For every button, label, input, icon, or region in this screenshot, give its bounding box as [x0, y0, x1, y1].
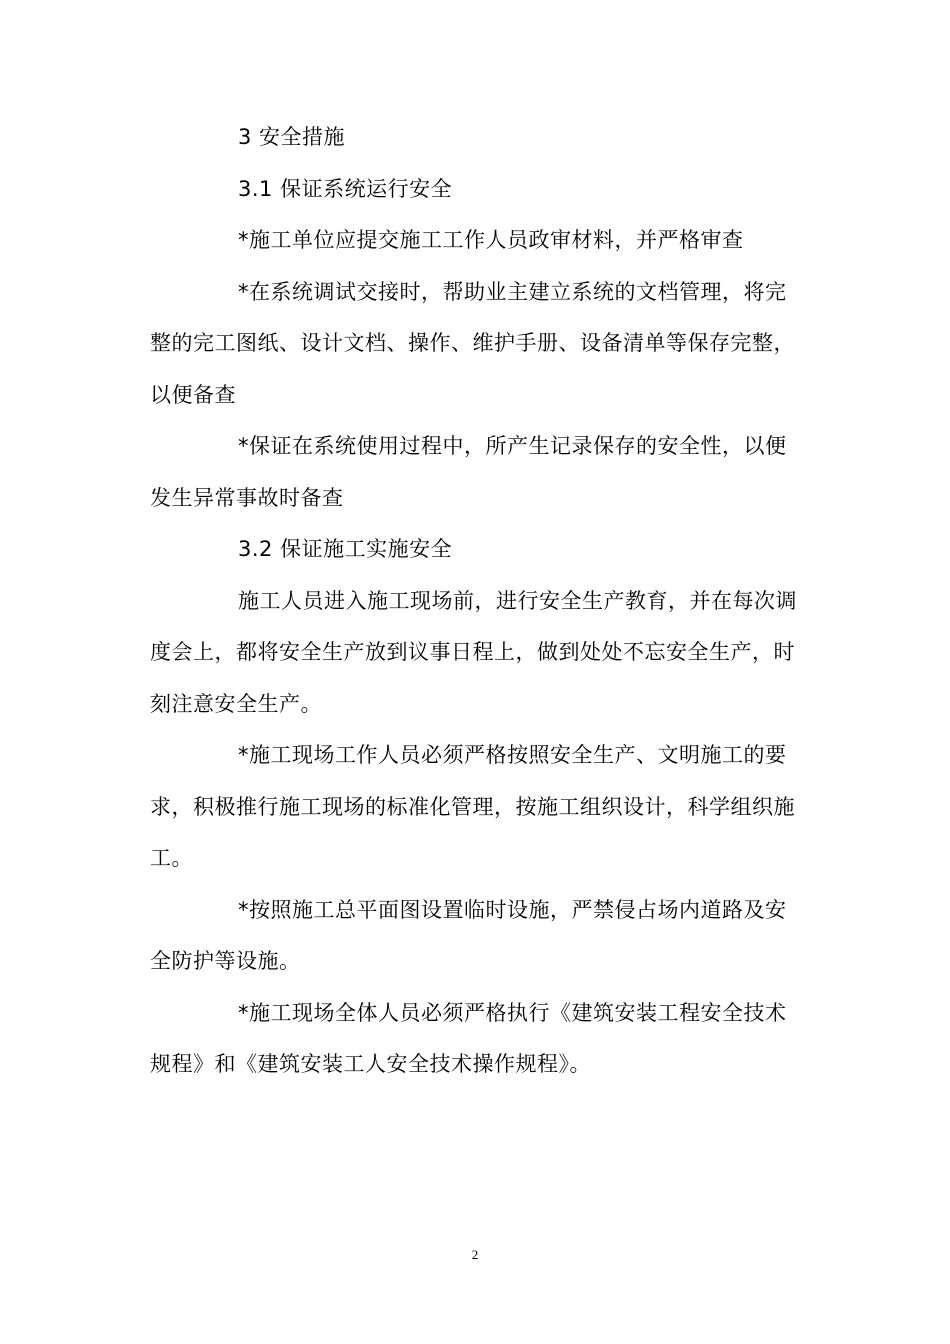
- subsection-heading-3-2: 3.2 保证施工实施安全: [238, 537, 453, 561]
- paragraph-safety-regulations: *施工现场全体人员必须严格执行《建筑安装工程安全技术规程》和《建筑安装工人安全技术操作规程》。: [150, 1000, 787, 1076]
- section-heading-3: 3 安全措施: [238, 125, 346, 149]
- paragraph-standardized-management: *施工现场工作人员必须严格按照安全生产、文明施工的要求，积极推行施工现场的标准化管理，按施工组织设计，科学组织施工。: [150, 743, 795, 870]
- paragraph-record-security: *保证在系统使用过程中，所产生记录保存的安全性，以便发生异常事故时备查: [150, 434, 787, 510]
- subsection-heading-3-1: 3.1 保证系统运行安全: [238, 176, 453, 201]
- paragraph-temporary-facilities: *按照施工总平面图设置临时设施，严禁侵占场内道路及安全防护等设施。: [150, 897, 787, 973]
- paragraph-safety-education: 施工人员进入施工现场前，进行安全生产教育，并在每次调度会上，都将安全生产放到议事日程上，做到处处不忘安全生产，时刻注意安全生产。: [150, 588, 797, 716]
- document-body: [150, 112, 802, 1091]
- paragraph-political-review: *施工单位应提交施工工作人员政审材料，并严格审查: [238, 228, 744, 252]
- paragraph-document-management: *在系统调试交接时，帮助业主建立系统的文档管理，将完整的完工图纸、设计文档、操作、维护手册、设备清单等保存完整，以便备查: [150, 279, 795, 407]
- page-number: 2: [471, 1247, 479, 1262]
